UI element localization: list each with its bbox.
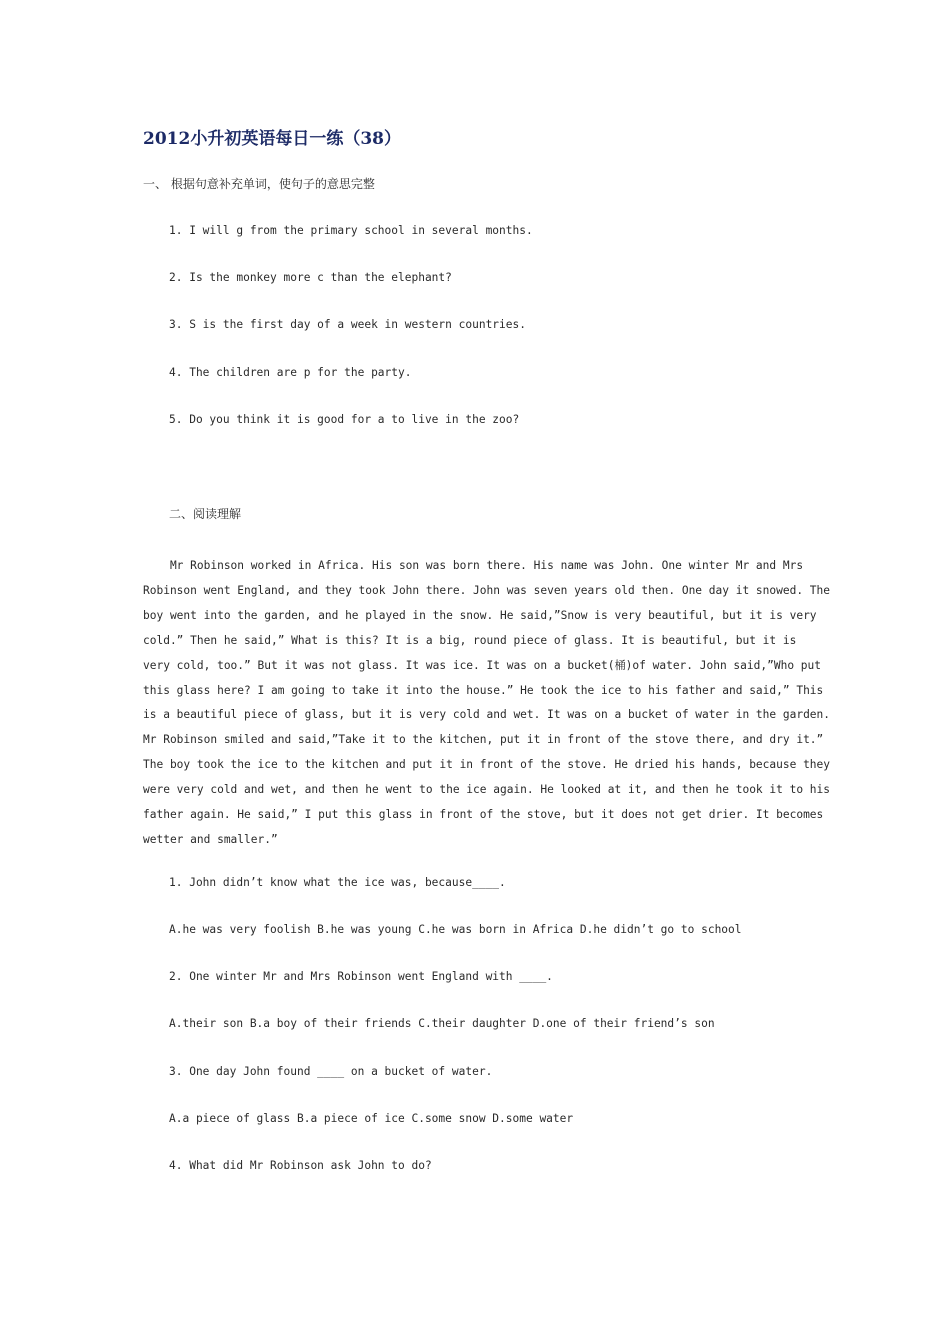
question-3: 3. One day John found ____ on a bucket of water. bbox=[169, 1065, 493, 1078]
section1-item-1: 1. I will g from the primary school in several months. bbox=[169, 224, 533, 237]
passage-line: boy went into the garden, and he played in the snow. He said,”Snow is very beautiful, but it is very bbox=[143, 608, 817, 622]
passage-line: The boy took the ice to the kitchen and put it in front of the stove. He dried his hands, because they bbox=[143, 758, 831, 772]
question-2-options: A.their son B.a boy of their friends C.their daughter D.one of their friend’s son bbox=[169, 1017, 715, 1030]
passage-line: father again. He said,” I put this glass in front of the stove, but it does not get drier. It becomes bbox=[143, 808, 824, 822]
passage-line: wetter and smaller.” bbox=[143, 832, 278, 846]
passage-line: were very cold and wet, and then he went to the ice again. He looked at it, and then he took it to his bbox=[143, 783, 831, 797]
question-4: 4. What did Mr Robinson ask John to do? bbox=[169, 1159, 432, 1172]
passage-line: very cold, too.” But it was not glass. It was ice. It was on a bucket(桶)of water. John said,”Who put bbox=[143, 658, 821, 672]
passage-line: Mr Robinson smiled and said,”Take it to the kitchen, put it in front of the stove there, and dry it.” bbox=[143, 733, 824, 747]
passage-line: Robinson went England, and they took John there. John was seven years old then. One day it snowed. The bbox=[143, 583, 831, 597]
question-3-options: A.a piece of glass B.a piece of ice C.some snow D.some water bbox=[169, 1112, 574, 1125]
page-title: 2012小升初英语每日一练（38） bbox=[143, 129, 401, 149]
section1-item-2: 2. Is the monkey more c than the elephant? bbox=[169, 271, 452, 284]
passage-line: cold.” Then he said,” What is this? It is a big, round piece of glass. It is beautiful, but it is bbox=[143, 633, 797, 647]
question-2: 2. One winter Mr and Mrs Robinson went England with ____. bbox=[169, 970, 553, 983]
section1-item-3: 3. S is the first day of a week in western countries. bbox=[169, 318, 526, 331]
reading-passage bbox=[143, 554, 831, 853]
passage-line: is a beautiful piece of glass, but it is very cold and wet. It was on a bucket of water in the garden. bbox=[143, 708, 831, 722]
passage-line: Mr Robinson worked in Africa. His son was born there. His name was John. One winter Mr and Mrs bbox=[143, 559, 804, 572]
section1-heading: 一、 根据句意补充单词，使句子的意思完整 bbox=[143, 177, 375, 191]
section2-heading: 二、阅读理解 bbox=[169, 507, 242, 521]
section1-item-5: 5. Do you think it is good for a to live in the zoo? bbox=[169, 413, 520, 426]
passage-line: this glass here? I am going to take it into the house.” He took the ice to his father and said,” This bbox=[143, 683, 824, 697]
question-1-options: A.he was very foolish B.he was young C.he was born in Africa D.he didn’t go to school bbox=[169, 923, 742, 936]
question-1: 1. John didn’t know what the ice was, because____. bbox=[169, 876, 506, 889]
section1-item-4: 4. The children are p for the party. bbox=[169, 366, 412, 379]
